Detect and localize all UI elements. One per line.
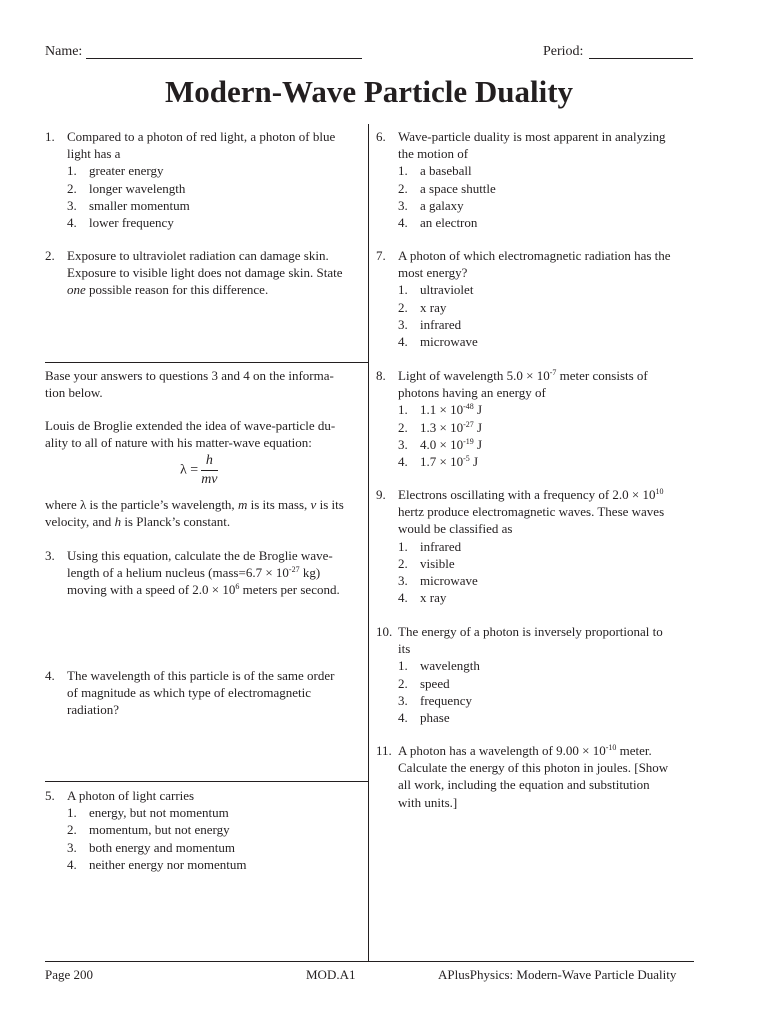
option[interactable]: 4. lower frequency (67, 215, 174, 231)
period-field[interactable] (589, 58, 693, 59)
question-11: 11. A photon has a wavelength of $9.00 \times 10^{-10}$ meter. Calculate the energy of this photon in joules. [Show all work, including the equation and substitution with units.] (376, 743, 669, 810)
option[interactable]: 3. frequency (398, 692, 472, 708)
option[interactable]: 1. wavelength (398, 658, 480, 674)
option[interactable]: 3. a galaxy (398, 197, 464, 213)
question-10: 10. The energy of a photon is inversely proportional to its 1. wavelength 2. speed 3. frequency 4. phase (376, 623, 698, 726)
option[interactable]: 4. x ray (398, 590, 447, 606)
option[interactable]: 1. a baseball (398, 163, 472, 179)
question-2: 2. Exposure to ultraviolet radiation can damage skin. Exposure to visible light does not damage skin. State one possible reason for this difference. (45, 248, 343, 298)
option[interactable]: 4. phase (398, 710, 450, 726)
footer-rule (45, 961, 694, 962)
option[interactable]: 4. an electron (398, 215, 478, 231)
question-8: 8. Light of wavelength $5.0 \times 10^{-7}$ meter consists of photons having an energy of 1. $1.1 \times 10^{-48}$ J 2. $1.3 \times 10^{-27}$ J 3. $4.0 \times 10^{-19}$ J 4. $1.7 \times 10^{-5}$ J (376, 367, 698, 470)
info-where: where λ is the particle’s wavelength, m is its mass, v is its velocity, and h is Planck’s constant. (45, 497, 344, 530)
option[interactable]: 3. smaller momentum (67, 197, 190, 213)
matter-wave-equation: λ = $\frac{h}{mv}$ (180, 453, 218, 487)
option[interactable]: 1. greater energy (67, 163, 164, 179)
option[interactable]: 4. neither energy nor momentum (67, 856, 247, 872)
question-6: 6. Wave-particle duality is most apparent in analyzing the motion of 1. a baseball 2. a space shuttle 3. a galaxy 4. an electron (376, 128, 698, 231)
option[interactable]: 2. x ray (398, 299, 447, 315)
option[interactable]: 2. momentum, but not energy (67, 822, 230, 838)
option[interactable]: 1. $1.1 \times 10^{-48}$ J (398, 402, 483, 418)
name-label: Name: (45, 44, 83, 59)
option[interactable]: 3. infrared (398, 316, 462, 332)
name-field[interactable] (86, 58, 362, 59)
question-3: 3. Using this equation, calculate the de Broglie wave- length of a helium nucleus (mass=6.7 × $10^{-27}$ kg) moving with a speed of $2.0 \times 10^6$ meters per second. (45, 548, 340, 598)
section-code: MOD.A1 (306, 967, 356, 982)
question-7: 7. A photon of which electromagnetic radiation has the most energy? 1. ultraviolet 2. x ray 3. infrared 4. microwave (376, 247, 698, 350)
option[interactable]: 1. infrared (398, 538, 462, 554)
option[interactable]: 1. energy, but not momentum (67, 805, 229, 821)
option[interactable]: 3. $4.0 \times 10^{-19}$ J (398, 436, 483, 452)
info-debroglie: Louis de Broglie extended the idea of wave-particle du- ality to all of nature with his matter-wave equation: (45, 418, 336, 451)
section-divider-1 (45, 362, 368, 363)
option[interactable]: 3. both energy and momentum (67, 839, 235, 855)
question-9: 9. Electrons oscillating with a frequency of $2.0 \times 10^{10}$ hertz produce electromagnetic waves. These waves would be classified as 1. infrared 2. visible 3. microwave 4. x ray (376, 486, 698, 606)
page-number: Page 200 (45, 967, 94, 982)
option[interactable]: 2. visible (398, 555, 455, 571)
page-title: Modern-Wave Particle Duality (164, 74, 574, 109)
question-1: 1. Compared to a photon of red light, a photon of blue light has a 1. greater energy 2. longer wavelength 3. smaller momentum 4. lower frequency (45, 128, 363, 231)
option[interactable]: 1. ultraviolet (398, 282, 474, 298)
option[interactable]: 2. speed (398, 675, 450, 691)
option[interactable]: 2. $1.3 \times 10^{-27}$ J (398, 419, 483, 435)
question-5: 5. A photon of light carries 1. energy, but not momentum 2. momentum, but not energy 3. both energy and momentum 4. neither energy nor momentum (45, 787, 363, 873)
option[interactable]: 3. microwave (398, 573, 478, 589)
option[interactable]: 4. microwave (398, 334, 478, 350)
option[interactable]: 4. $1.7 \times 10^{-5}$ J (398, 454, 479, 470)
option[interactable]: 2. longer wavelength (67, 180, 186, 196)
info-base: Base your answers to questions 3 and 4 on the informa- tion below. (45, 368, 334, 401)
period-label: Period: (543, 44, 584, 59)
footer-source: APlusPhysics: Modern-Wave Particle Duality (438, 967, 677, 982)
section-divider-2 (45, 781, 368, 782)
option[interactable]: 2. a space shuttle (398, 180, 496, 196)
question-4: 4. The wavelength of this particle is of the same order of magnitude as which type of electromagnetic radiation? (45, 668, 335, 718)
column-divider (368, 124, 369, 961)
